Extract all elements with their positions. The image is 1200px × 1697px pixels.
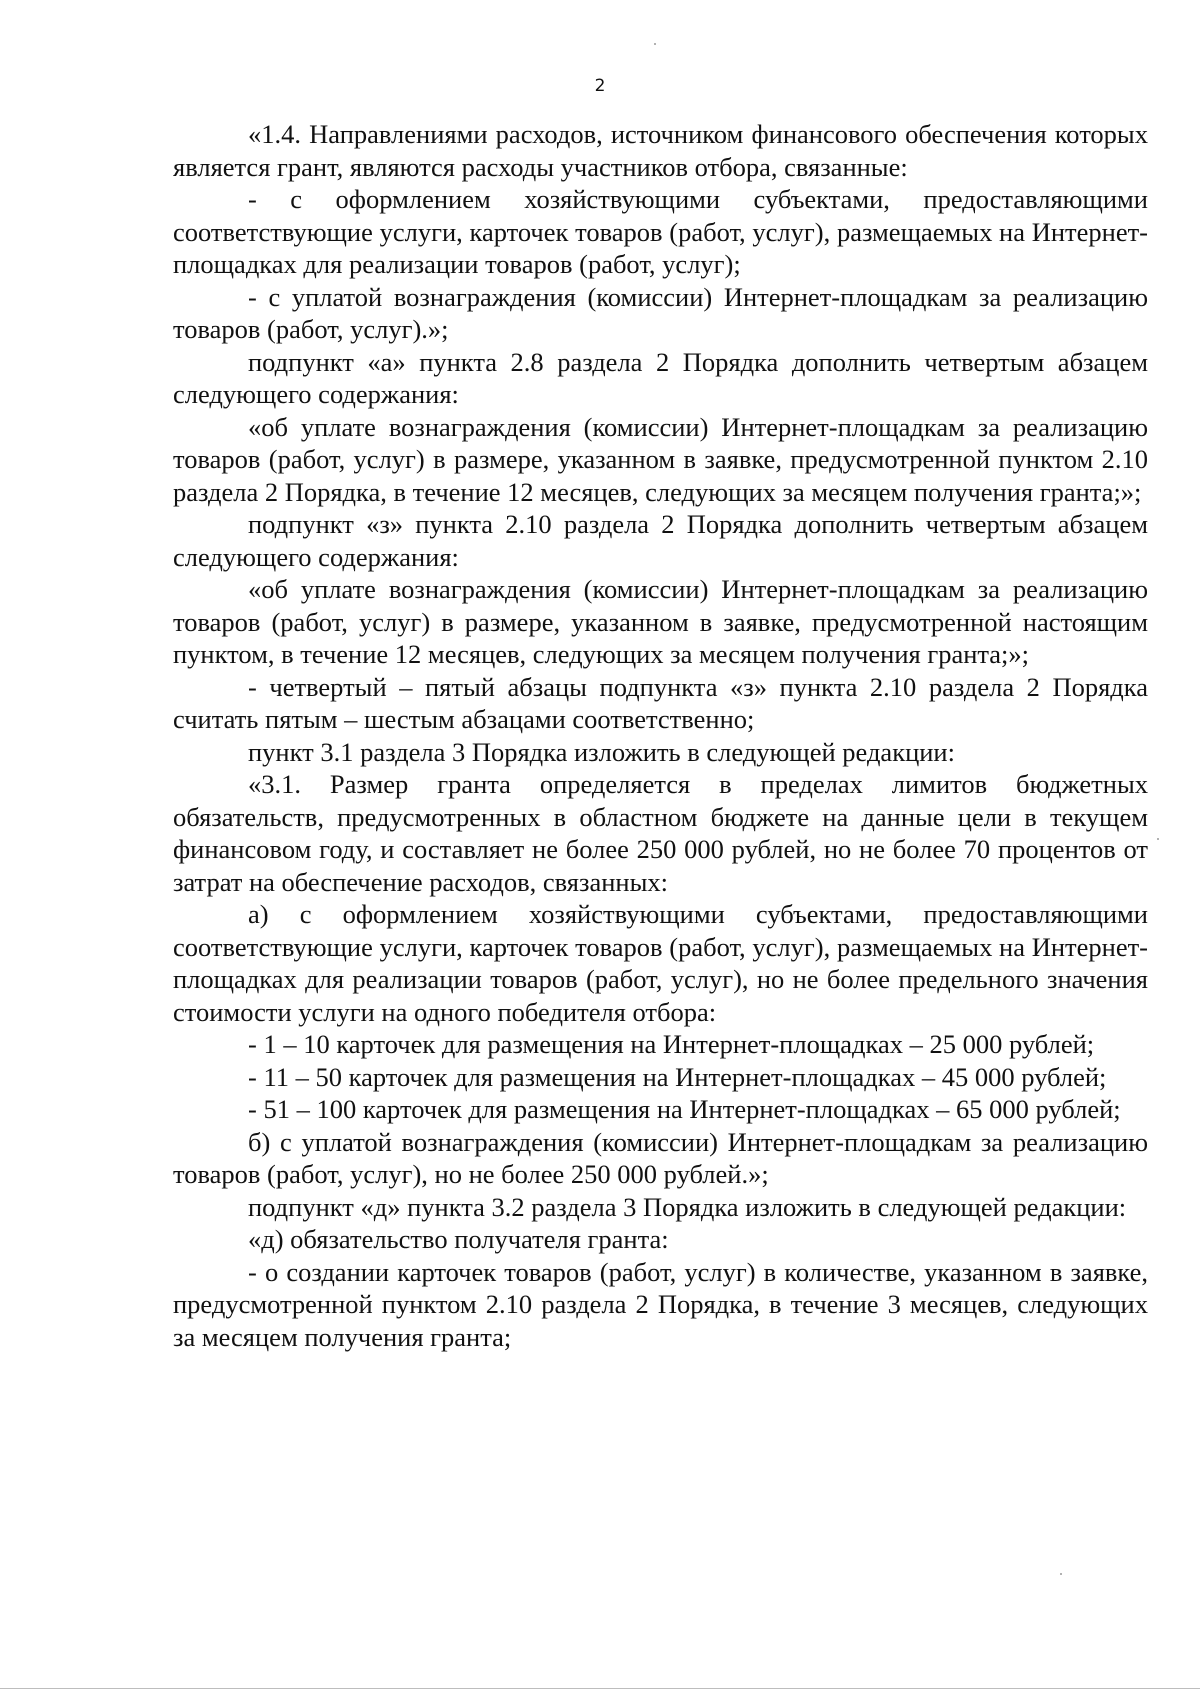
paragraph-item-b: б) с уплатой вознаграждения (комиссии) Интернет-площадкам за реализацию товаров (работ, услуг), но не более 250 000 рублей.»;	[173, 1126, 1148, 1189]
paragraph-commission-payment: - с уплатой вознаграждения (комиссии) Интернет-площадкам за реализацию товаров (работ, услуг).»;	[173, 281, 1148, 344]
paragraph-insert-2-8: «об уплате вознаграждения (комиссии) Интернет-площадкам за реализацию товаров (работ, услуг) в размере, указанном в заявке, предусмотренной пунктом 2.10 раздела 2 Порядка, в течение 12 месяцев, следующих за месяцем получения гранта;»;	[173, 411, 1148, 507]
paragraph-item-a: а) с оформлением хозяйствующими субъектами, предоставляющими соответствующие услуги, карточек товаров (работ, услуг), размещаемых на Интернет-площадках для реализации товаров (работ, услуг), но не более предельного значения стоимости услуги на одного победителя отбора:	[173, 899, 1148, 1027]
scan-speck	[654, 43, 656, 45]
scan-speck	[1157, 838, 1159, 840]
paragraph-3-1-text: «3.1. Размер гранта определяется в пределах лимитов бюджетных обязательств, предусмотренных в областном бюджете на данные цели в текущем финансовом году, и составляет не более 250 000 рублей, но не более 70 процентов от затрат на обеспечение расходов, связанных:	[173, 769, 1148, 897]
paragraph-renumber-abzacy: - четвертый – пятый абзацы подпункта «з» пункта 2.10 раздела 2 Порядка считать пятым – шестым абзацами соответственно;	[173, 671, 1148, 734]
scan-edge-line	[0, 1688, 1200, 1689]
paragraph-card-registration: - с оформлением хозяйствующими субъектами, предоставляющими соответствующие услуги, карточек товаров (работ, услуг), размещаемых на Интернет-площадках для реализации товаров (работ, услуг);	[173, 184, 1148, 279]
paragraph-cards-creation: - о создании карточек товаров (работ, услуг) в количестве, указанном в заявке, предусмотренной пунктом 2.10 раздела 2 Порядка, в течение 3 месяцев, следующих за месяцем получения гранта;	[173, 1256, 1148, 1352]
paragraph-tier-11-50: - 11 – 50 карточек для размещения на Интернет-площадках – 45 000 рублей;	[248, 1061, 1107, 1092]
document-body	[173, 118, 1148, 1353]
paragraph-tier-51-100: - 51 – 100 карточек для размещения на Интернет-площадках – 65 000 рублей;	[248, 1094, 1121, 1124]
paragraph-amend-2-10: подпункт «з» пункта 2.10 раздела 2 Порядка дополнить четвертым абзацем следующего содержания:	[173, 509, 1148, 572]
page-number: 2	[594, 76, 606, 96]
paragraph-amend-3-1: пункт 3.1 раздела 3 Порядка изложить в следующей редакции:	[248, 736, 955, 767]
scan-speck	[1060, 1573, 1062, 1575]
paragraph-insert-2-10: «об уплате вознаграждения (комиссии) Интернет-площадкам за реализацию товаров (работ, услуг) в размере, указанном в заявке, предусмотренной настоящим пунктом, в течение 12 месяцев, следующих за месяцем получения гранта;»;	[173, 574, 1148, 669]
paragraph-amend-3-2: подпункт «д» пункта 3.2 раздела 3 Порядка изложить в следующей редакции:	[248, 1191, 1127, 1222]
paragraph-1-4-heading: «1.4. Направлениями расходов, источником финансового обеспечения которых является грант, являются расходы участников отбора, связанные:	[173, 119, 1148, 182]
paragraph-amend-2-8: подпункт «а» пункта 2.8 раздела 2 Порядка дополнить четвертым абзацем следующего содержания:	[173, 346, 1148, 409]
paragraph-tier-1-10: - 1 – 10 карточек для размещения на Интернет-площадках – 25 000 рублей;	[248, 1029, 1095, 1059]
paragraph-item-d: «д) обязательство получателя гранта:	[248, 1224, 669, 1254]
